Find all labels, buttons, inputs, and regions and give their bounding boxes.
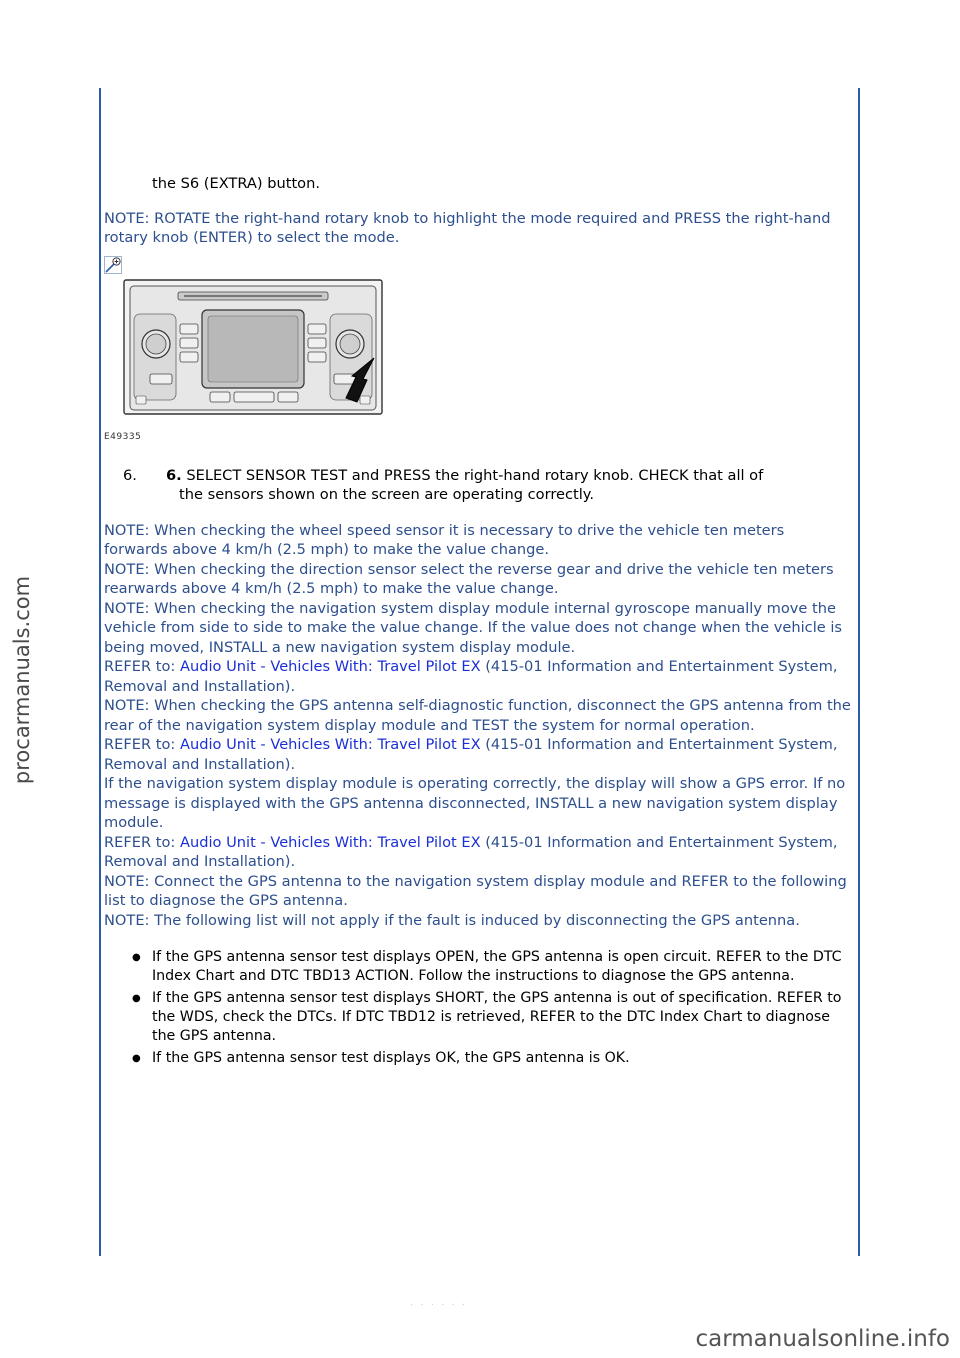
notes-block [104,521,852,931]
note-gyroscope: NOTE: When checking the navigation system display module internal gyroscope manually move the vehicle from side to side to make the value change. If the value does not change when the vehicle is being moved, INSTALL a new navigation system display module. [104,599,843,656]
continuation-text: the S6 (EXTRA) button. [152,175,320,192]
audio-unit-illustration [122,278,384,418]
note-direction-sensor: NOTE: When checking the direction sensor select the reverse gear and drive the vehicle ten meters rearwards above 4 km/h (2.5 mph) to make the value change. [104,560,834,597]
refer-audio-unit-1: REFER to: Audio Unit - Vehicles With: Travel Pilot EX (415-01 Information and Entertainment System, Removal and Installation). [104,658,838,695]
refer-audio-unit-3: REFER to: Audio Unit - Vehicles With: Travel Pilot EX (415-01 Information and Entertainment System, Removal and Installation). [104,833,838,870]
figure-code: E49335 [104,431,142,442]
list-item: ● If the GPS antenna sensor test displays OK, the GPS antenna is OK. [152,1049,852,1068]
note-connect-gps: NOTE: Connect the GPS antenna to the navigation system display module and REFER to the following list to diagnose the GPS antenna. [104,872,847,909]
note-list-not-apply: NOTE: The following list will not apply if the fault is induced by disconnecting the GPS antenna. [104,911,800,929]
step-bold-number: 6. [166,466,182,484]
audio-unit-link-1[interactable]: Audio Unit - Vehicles With: Travel Pilot EX [179,658,481,675]
step-list-number: 6. [123,466,137,484]
note-wheel-speed: NOTE: When checking the wheel speed sensor it is necessary to drive the vehicle ten meters forwards above 4 km/h (2.5 mph) to make the value change. [104,521,785,558]
step-6 [104,466,852,505]
list-item: ● If the GPS antenna sensor test displays OPEN, the GPS antenna is open circuit. REFER to the DTC Index Chart and DTC TBD13 ACTION. Follow the instructions to diagnose the GPS antenna. [152,948,852,986]
gps-error-text: If the navigation system display module is operating correctly, the display will show a GPS error. If no message is displayed with the GPS antenna disconnected, INSTALL a new navigation system display module. [104,775,846,831]
side-watermark: procarmanuals.com [10,575,34,785]
page-number-mark: · · · · · · [410,1300,467,1311]
audio-unit-link-2[interactable]: Audio Unit - Vehicles With: Travel Pilot EX [179,736,481,753]
left-margin-rule [99,88,101,1256]
list-item: ● If the GPS antenna sensor test displays SHORT, the GPS antenna is out of specification. REFER to the WDS, check the DTCs. If DTC TBD12 is retrieved, REFER to the DTC Index Chart to diagnose the GPS antenna. [152,989,852,1046]
note-rotate-knob: NOTE: ROTATE the right-hand rotary knob to highlight the mode required and PRESS the right-hand rotary knob (ENTER) to select the mode. [104,209,831,246]
page-content [104,174,852,1071]
footer-watermark: carmanualsonline.info [695,1326,950,1352]
gps-diagnosis-list [104,948,852,1068]
audio-unit-link-3[interactable]: Audio Unit - Vehicles With: Travel Pilot EX [179,833,481,851]
zoom-in-icon[interactable] [104,256,122,274]
right-margin-rule [858,88,860,1256]
note-gps-self-diagnostic: NOTE: When checking the GPS antenna self-diagnostic function, disconnect the GPS antenna from the rear of the navigation system display module and TEST the system for normal operation. [104,697,851,734]
step-text-line2: the sensors shown on the screen are operating correctly. [179,486,594,503]
figure-audio-unit [104,256,852,446]
step-text-line1: SELECT SENSOR TEST and PRESS the right-hand rotary knob. CHECK that all of [186,466,764,484]
refer-audio-unit-2: REFER to: Audio Unit - Vehicles With: Travel Pilot EX (415-01 Information and Entertainment System, Removal and Installation). [104,736,838,773]
